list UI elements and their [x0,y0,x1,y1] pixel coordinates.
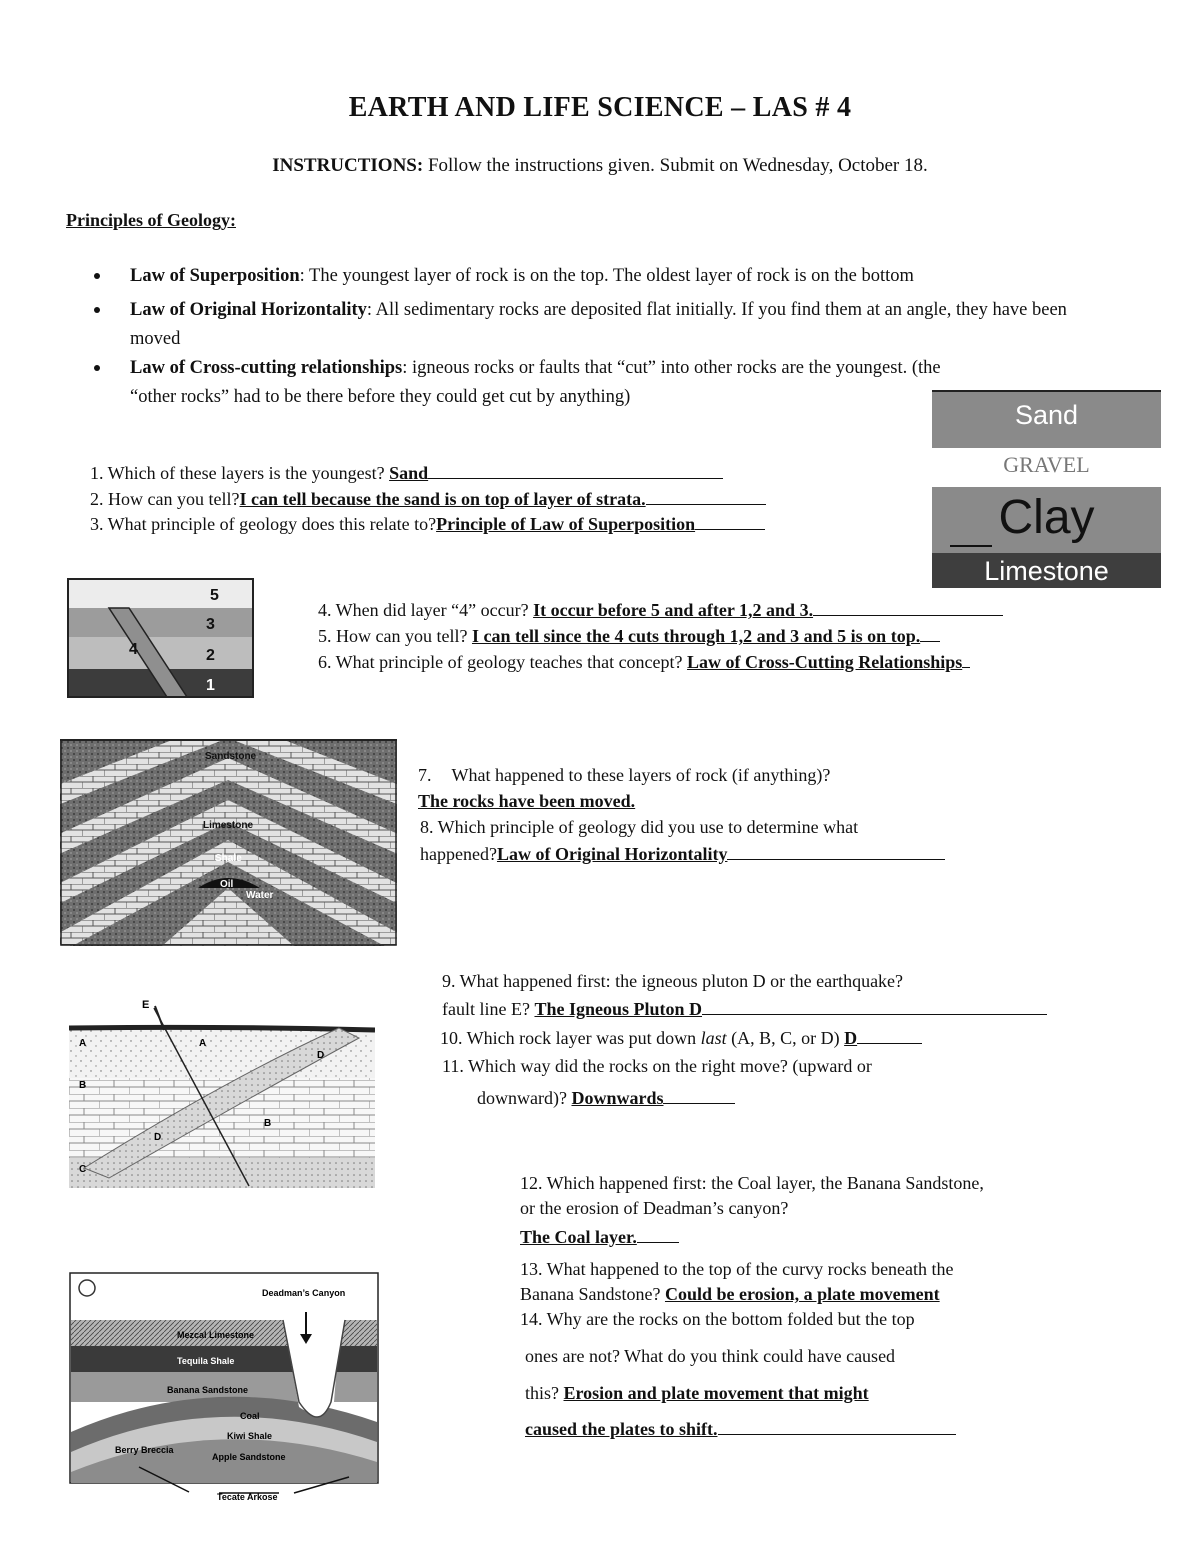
answer-7: The rocks have been moved. [418,791,636,811]
question-8 [420,814,858,840]
question-text: 2. How can you tell? [90,489,240,509]
layer-clay: Clay [998,491,1095,544]
label-a-left: A [79,1038,87,1049]
principle-name: Law of Original Horizontality [130,300,367,320]
label-banana-sandstone: Banana Sandstone [167,1385,249,1395]
question-13 [520,1256,954,1282]
label-berry-breccia: Berry Breccia [115,1445,174,1455]
label-d-upper: D [317,1050,325,1061]
layer-label-5: 5 [210,587,219,604]
answer-4: It occur before 5 and after 1,2 and 3. [533,600,814,620]
label-coal: Coal [240,1411,260,1421]
label-c: C [79,1164,87,1175]
answer-14-line2: caused the plates to shift. [525,1419,718,1439]
answer-12: The Coal layer. [520,1227,637,1247]
label-tecate-arkose: Tecate Arkose [217,1492,278,1502]
bullet-icon [94,365,100,371]
question-text: 13. What happened to the top of the curvy rocks beneath the [520,1259,954,1279]
figure-superposition-layers [932,390,1161,588]
question-emphasis: last [700,1028,727,1048]
answer-14: Erosion and plate movement that might [563,1383,869,1403]
label-sandstone: Sandstone [205,751,257,762]
bullet-icon [94,307,100,313]
answer-6: Law of Cross-Cutting Relationships [687,652,963,672]
answer-10: D [844,1028,858,1048]
question-text: or the erosion of Deadman’s canyon? [520,1198,789,1218]
question-14 [520,1306,915,1332]
label-deadmans-canyon: Deadman’s Canyon [262,1288,346,1298]
answer-13: Could be erosion, a plate movement [664,1284,940,1304]
figure-folded-anticline [60,728,397,946]
layer-gravel: GRAVEL [1003,452,1090,477]
label-apple-sandstone: Apple Sandstone [212,1452,286,1462]
question-6 [318,649,970,675]
question-12-line2 [520,1195,788,1221]
answer-9: The Igneous Pluton D [534,999,703,1019]
principle-text: : All sedimentary rocks are deposited flat initially. If you find them at an angle, they have been moved [130,300,1067,349]
question-text: 6. What principle of geology teaches that concept? [318,652,688,672]
answer-line [702,1013,1047,1015]
answer-line [962,666,970,668]
question-text: Banana Sandstone? [520,1284,665,1304]
question-text: (A, B, C, or D) [726,1028,845,1048]
principle-name: Law of Superposition [130,266,300,286]
label-mezcal-limestone: Mezcal Limestone [177,1330,255,1340]
question-1 [90,460,723,486]
figure-deadmans-canyon [69,1272,379,1504]
label-tequila-shale: Tequila Shale [177,1356,235,1366]
question-9 [442,968,903,994]
principle-text: : igneous rocks or faults that “cut” into other rocks are the youngest. (the “other rocks” had to be there before they could get cut by anything) [130,358,941,407]
page-title: EARTH AND LIFE SCIENCE – LAS # 4 [348,92,852,123]
answer-line [695,528,765,530]
figure-fault-pluton [69,968,375,1188]
answer-14-line2-row [525,1416,956,1442]
principle-horizontality [130,296,1120,354]
question-text: this? [525,1383,564,1403]
question-text: fault line E? [442,999,535,1019]
answer-8: Law of Original Horizontality [496,844,728,864]
answer-3: Principle of Law of Superposition [436,514,696,534]
question-text: 1. Which of these layers is the youngest? [90,463,390,483]
question-7 [418,762,830,788]
question-text: 5. How can you tell? [318,626,472,646]
question-text: 14. Why are the rocks on the bottom folded but the top [520,1309,915,1329]
label-b-right: B [264,1118,272,1129]
label-a-right: A [199,1038,207,1049]
question-text: ones are not? What do you think could have caused [525,1346,896,1366]
answer-line [637,1241,679,1243]
question-text: 10. Which rock layer was put down [440,1028,701,1048]
instructions-text: Follow the instructions given. Submit on Wednesday, October 18. [423,155,928,176]
layer-limestone: Limestone [984,556,1109,586]
question-text: 4. When did layer “4” occur? [318,600,534,620]
question-text: What happened to these layers of rock (if anything)? [451,765,831,785]
question-text: 9. What happened first: the igneous pluton D or the earthquake? [442,971,904,991]
question-14-line2 [525,1343,895,1369]
question-text: downward)? [477,1088,572,1108]
answer-5: I can tell since the 4 cuts through 1,2 and 3 and 5 is on top. [471,626,921,646]
layer-label-3: 3 [206,616,215,633]
answer-line [663,1102,735,1104]
principle-name: Law of Cross-cutting relationships [130,358,403,378]
question-3 [90,511,765,537]
label-shale: Shale [215,853,242,864]
answer-11: Downwards [571,1088,664,1108]
question-10 [440,1025,922,1051]
question-text: 8. Which principle of geology did you use to determine what [420,817,859,837]
label-d-lower: D [154,1132,162,1143]
label-kiwi-shale: Kiwi Shale [227,1431,273,1441]
question-12 [520,1170,984,1196]
layer-label-1: 1 [206,677,215,694]
question-text: 3. What principle of geology does this relate to? [90,514,437,534]
layer-label-4: 4 [129,641,138,658]
answer-12-row [520,1224,679,1250]
instructions-label: INSTRUCTIONS: [272,155,424,176]
principle-cross-cutting [130,354,970,412]
question-13-line2 [520,1281,940,1307]
label-e: E [142,999,150,1011]
answer-line [646,503,766,505]
question-5 [318,623,940,649]
answer-line [718,1433,956,1435]
bullet-icon [94,273,100,279]
label-oil: Oil [220,879,234,890]
question-text: 12. Which happened first: the Coal layer, the Banana Sandstone, [520,1173,984,1193]
question-text: 11. Which way did the rocks on the right move? (upward or [442,1056,872,1076]
question-14-line3 [525,1380,869,1406]
answer-line [920,640,940,642]
answer-1: Sand [389,463,429,483]
principle-superposition [130,262,1120,291]
layer-label-2: 2 [206,647,215,664]
instructions [0,155,1200,177]
answer-2: I can tell because the sand is on top of layer of strata. [239,489,646,509]
principle-text: : The youngest layer of rock is on the top. The oldest layer of rock is on the bottom [299,266,914,286]
label-b-left: B [79,1080,87,1091]
answer-line [727,858,945,860]
question-number: 7. [418,765,432,785]
question-8-line2 [420,841,945,867]
label-water: Water [246,890,274,901]
answer-line [428,477,723,479]
answer-line [857,1042,922,1044]
figure-cross-cutting-layers [67,578,254,698]
question-text: happened? [420,844,497,864]
answer-line [813,614,1003,616]
label-limestone: Limestone [203,820,254,831]
question-2 [90,486,766,512]
question-11 [442,1053,872,1079]
layer-sand: Sand [1014,400,1079,430]
question-4 [318,597,1003,623]
answer-7-row [418,788,635,814]
question-9-line2 [442,996,1047,1022]
principles-heading: Principles of Geology: [66,210,236,230]
question-11-line2 [477,1085,735,1111]
